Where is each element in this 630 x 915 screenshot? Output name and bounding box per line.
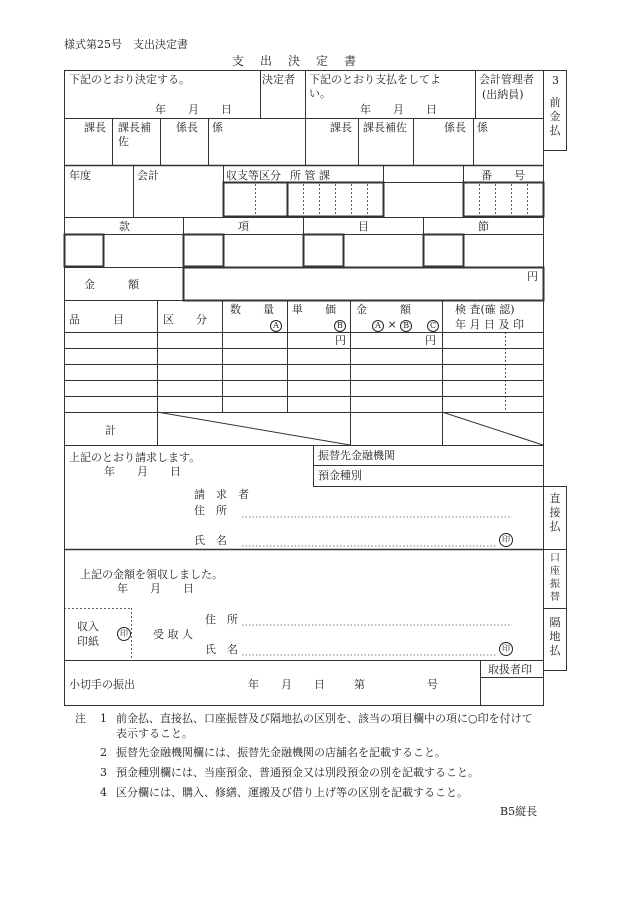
number-label: 番 号	[481, 169, 525, 182]
note-3-number: 3	[100, 766, 107, 779]
items-quantity-header: 数 量	[230, 303, 274, 316]
revenue-stamp-label-1: 収入	[77, 620, 99, 633]
check-go-label: 号	[427, 678, 438, 691]
items-unitprice-header: 単 価	[292, 303, 336, 316]
budget-kou-label: 項	[238, 220, 249, 233]
payment-date: 年 月 日	[360, 103, 437, 116]
note-3-text: 預金種別欄には、当座預金、普通預金又は別段預金の別を記載すること。	[116, 766, 479, 779]
recipient-seal-mark: 印	[499, 641, 513, 656]
note-4-text: 区分欄には、購入、修繕、運搬及び借り上げ等の区別を記載すること。	[116, 786, 468, 799]
stamp-kakari-left: 係	[212, 121, 223, 134]
note-1-text: 前金払、直接払、口座振替及び隔地払の区別を、該当の項目欄中の項に○印を付けて	[116, 712, 533, 725]
decider-label: 決定者	[262, 73, 295, 86]
items-amount-header: 金 額	[356, 303, 411, 316]
note-1-number: 1	[100, 712, 107, 725]
accountant-sub-label: (出納員)	[482, 88, 524, 101]
mark-a: A	[270, 318, 282, 332]
stamp-kachohosa-left: 課長補	[118, 121, 151, 134]
notes-head: 注	[75, 712, 86, 725]
claimant-name-label: 氏 名	[194, 534, 227, 547]
budget-moku-label: 目	[358, 220, 369, 233]
request-date: 年 月 日	[104, 465, 181, 478]
stamp-kachohosa-right: 課長補佐	[363, 121, 407, 134]
account-transfer-label: 口座振替	[550, 553, 560, 603]
check-issue-label: 小切手の振出	[69, 678, 135, 691]
claimant-address-label: 住 所	[194, 504, 227, 517]
items-inspection-sub-header: 年 月 日 及 印	[455, 318, 524, 331]
remote-payment-label: 隔地払	[549, 616, 561, 657]
unitprice-yen-unit: 円	[335, 334, 346, 347]
form-number: 様式第25号 支出決定書	[64, 38, 188, 51]
recipient-address-label: 住 所	[205, 613, 238, 626]
category-label: 収支等区分	[226, 169, 281, 182]
check-date: 年 月 日	[248, 678, 325, 691]
claimant-label: 請 求 者	[194, 488, 249, 501]
accountant-label: 会計管理者	[479, 73, 534, 86]
revenue-stamp-seal-mark: 印	[117, 626, 131, 641]
stamp-kacho-right: 課長	[330, 121, 352, 134]
payment-type-number: 3	[552, 74, 559, 87]
fiscal-year-label: 年度	[69, 169, 91, 182]
note-4-number: 4	[100, 786, 107, 799]
bank-label: 振替先金融機関	[318, 449, 395, 462]
mark-c: C	[427, 318, 439, 332]
check-dai-label: 第	[354, 678, 365, 691]
direct-payment-label: 直接払	[549, 492, 561, 533]
amount-label: 金 額	[84, 278, 139, 291]
recipient-label: 受 取 人	[153, 628, 193, 641]
paper-size-label: B5縦長	[500, 805, 538, 818]
receipt-date: 年 月 日	[117, 582, 194, 595]
mark-b: B	[334, 318, 346, 332]
amount-yen-unit: 円	[527, 270, 538, 283]
amount-formula: A × B	[372, 318, 412, 332]
advance-payment-label: 前金払	[549, 96, 561, 137]
payment-text-2: い。	[309, 87, 331, 100]
revenue-stamp-label-2: 印紙	[77, 635, 99, 648]
stamp-kachohosa-left-2: 佐	[118, 135, 129, 148]
department-label: 所 管 課	[290, 169, 330, 182]
note-2-number: 2	[100, 746, 107, 759]
request-text: 上記のとおり請求します。	[69, 451, 201, 464]
budget-setsu-label: 節	[478, 220, 489, 233]
items-category-header: 区 分	[163, 313, 207, 326]
receipt-text: 上記の金額を領収しました。	[80, 568, 223, 581]
stamp-kakari-right: 係	[477, 121, 488, 134]
stamp-kakaricho-left: 係長	[176, 121, 198, 134]
handler-seal-label: 取扱者印	[488, 663, 532, 676]
deposit-type-label: 預金種別	[318, 469, 362, 482]
amount-yen-unit-2: 円	[425, 334, 436, 347]
recipient-name-label: 氏 名	[205, 643, 238, 656]
note-1-text-cont: 表示すること。	[116, 727, 193, 740]
document-title: 支 出 決 定 書	[232, 54, 359, 68]
note-2-text: 振替先金融機関欄には、振替先金融機関の店舗名を記載すること。	[116, 746, 446, 759]
stamp-kakaricho-right: 係長	[444, 121, 466, 134]
account-label: 会計	[137, 169, 159, 182]
claimant-seal-mark: 印	[499, 532, 513, 547]
payment-text: 下記のとおり支払をしてよ	[309, 73, 441, 86]
decision-date: 年 月 日	[155, 103, 232, 116]
decision-text: 下記のとおり決定する。	[69, 73, 190, 86]
budget-kan-label: 款	[119, 220, 130, 233]
items-inspection-header: 検 査(確 認)	[455, 303, 515, 316]
stamp-kacho-left: 課長	[84, 121, 106, 134]
total-label: 計	[105, 424, 116, 437]
items-name-header: 品 目	[69, 313, 124, 326]
